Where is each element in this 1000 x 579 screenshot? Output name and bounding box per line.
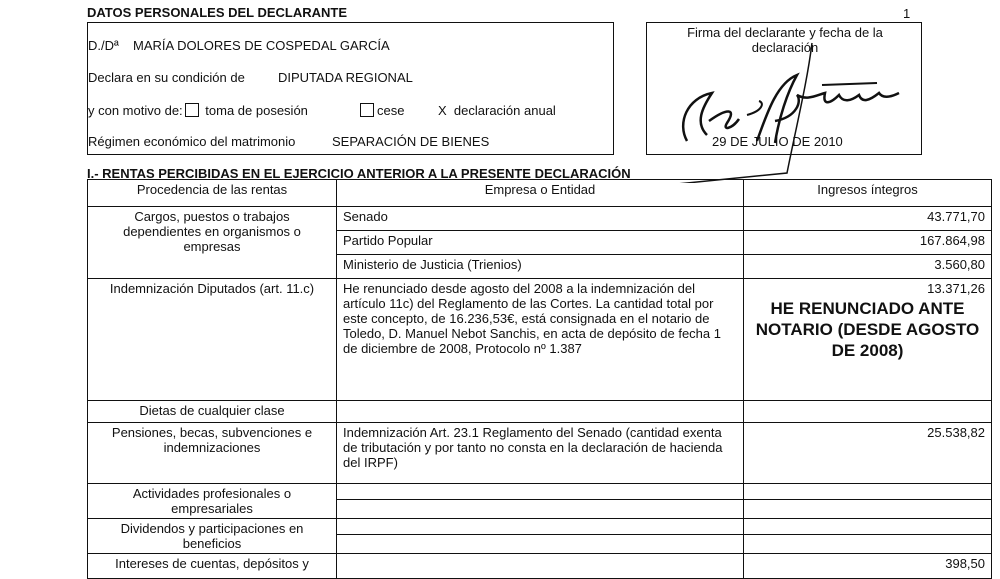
- pensiones-label: Pensiones, becas, subvenciones e indemnizaciones: [88, 423, 337, 484]
- dividendos-amount: [744, 519, 992, 554]
- motive-row: [88, 103, 308, 118]
- cargos-entity-0: Senado: [337, 207, 744, 231]
- pensiones-amount: 25.538,82: [744, 423, 992, 484]
- header-ingresos: Ingresos íntegros: [744, 180, 992, 207]
- checkbox-declaracion-anual-mark[interactable]: X: [438, 103, 447, 118]
- table-row: [88, 519, 992, 554]
- cargos-amount-1: 167.864,98: [744, 231, 992, 255]
- actividades-amount: [744, 484, 992, 519]
- regime-value: SEPARACIÓN DE BIENES: [332, 134, 490, 149]
- indemnizacion-label: Indemnización Diputados (art. 11.c): [88, 279, 337, 401]
- condition-value: DIPUTADA REGIONAL: [278, 70, 413, 85]
- handwritten-signature: [647, 23, 923, 183]
- header-procedencia: Procedencia de las rentas: [88, 180, 337, 207]
- dietas-entity: [337, 401, 744, 423]
- pensiones-entity: Indemnización Art. 23.1 Reglamento del Senado (cantidad exenta de tributación y por tanto no consta en la declaración de hacienda del IRPF): [337, 423, 744, 484]
- indemnizacion-cell: [744, 279, 992, 401]
- rentas-table: [87, 179, 992, 579]
- table-row: [88, 207, 992, 231]
- actividades-entity: [337, 484, 744, 519]
- cargos-label: Cargos, puestos o trabajos dependientes en organismos o empresas: [88, 207, 337, 279]
- cargos-amount-2: 3.560,80: [744, 255, 992, 279]
- personal-section-title: DATOS PERSONALES DEL DECLARANTE: [87, 5, 348, 20]
- cargos-entity-2: Ministerio de Justicia (Trienios): [337, 255, 744, 279]
- indemnizacion-amount: 13.371,26: [927, 281, 985, 296]
- regime-label: Régimen económico del matrimonio: [88, 134, 296, 149]
- header-empresa: Empresa o Entidad: [337, 180, 744, 207]
- table-row: [88, 554, 992, 579]
- motive-cese: [358, 103, 404, 118]
- name-value: MARÍA DOLORES DE COSPEDAL GARCÍA: [133, 38, 390, 53]
- table-header-row: [88, 180, 992, 207]
- intereses-amount: 398,50: [744, 554, 992, 579]
- renuncia-note: HE RENUNCIADO ANTE NOTARIO (DESDE AGOSTO DE 2008): [755, 299, 980, 360]
- rentas-section-title: I.- RENTAS PERCIBIDAS EN EL EJERCICIO ANTERIOR A LA PRESENTE DECLARACIÓN: [87, 166, 631, 181]
- motive-option-toma-posesion: toma de posesión: [205, 103, 308, 118]
- intereses-label: Intereses de cuentas, depósitos y: [88, 554, 337, 579]
- signature-label: Firma del declarante y fecha de la declaración: [687, 25, 883, 55]
- motive-option-cese: cese: [377, 103, 405, 118]
- motive-option-declaracion-anual: declaración anual: [453, 103, 556, 118]
- motive-label: y con motivo de:: [88, 103, 183, 118]
- dividendos-label: Dividendos y participaciones en beneficios: [88, 519, 337, 554]
- table-row: [88, 484, 992, 519]
- table-row: [88, 401, 992, 423]
- personal-data-box: [87, 22, 614, 155]
- page-number: 1: [903, 6, 911, 21]
- table-row: [88, 279, 992, 401]
- signature-box: [646, 22, 922, 155]
- motive-anual: [438, 103, 556, 118]
- dietas-amount: [744, 401, 992, 423]
- intereses-entity: [337, 554, 744, 579]
- dietas-label: Dietas de cualquier clase: [88, 401, 337, 423]
- dividendos-entity: [337, 519, 744, 554]
- cargos-amount-0: 43.771,70: [744, 207, 992, 231]
- indemnizacion-entity: He renunciado desde agosto del 2008 a la indemnización del artículo 11c) del Reglamento de las Cortes. La cantidad total por este concepto, de 16.236,53€, está consignada en el notario de Toledo, D. Manuel Nebot Sanchis, en acta de depósito de fecha 1 de diciembre de 2008, Protocolo nº 1.387: [337, 279, 744, 401]
- checkbox-cese[interactable]: [360, 103, 374, 117]
- checkbox-toma-posesion[interactable]: [185, 103, 199, 117]
- table-row: [88, 423, 992, 484]
- name-label: D./Dª: [88, 38, 119, 53]
- condition-label: Declara en su condición de: [88, 70, 245, 85]
- signature-date: 29 DE JULIO DE 2010: [712, 134, 843, 149]
- actividades-label: Actividades profesionales o empresariales: [88, 484, 337, 519]
- cargos-entity-1: Partido Popular: [337, 231, 744, 255]
